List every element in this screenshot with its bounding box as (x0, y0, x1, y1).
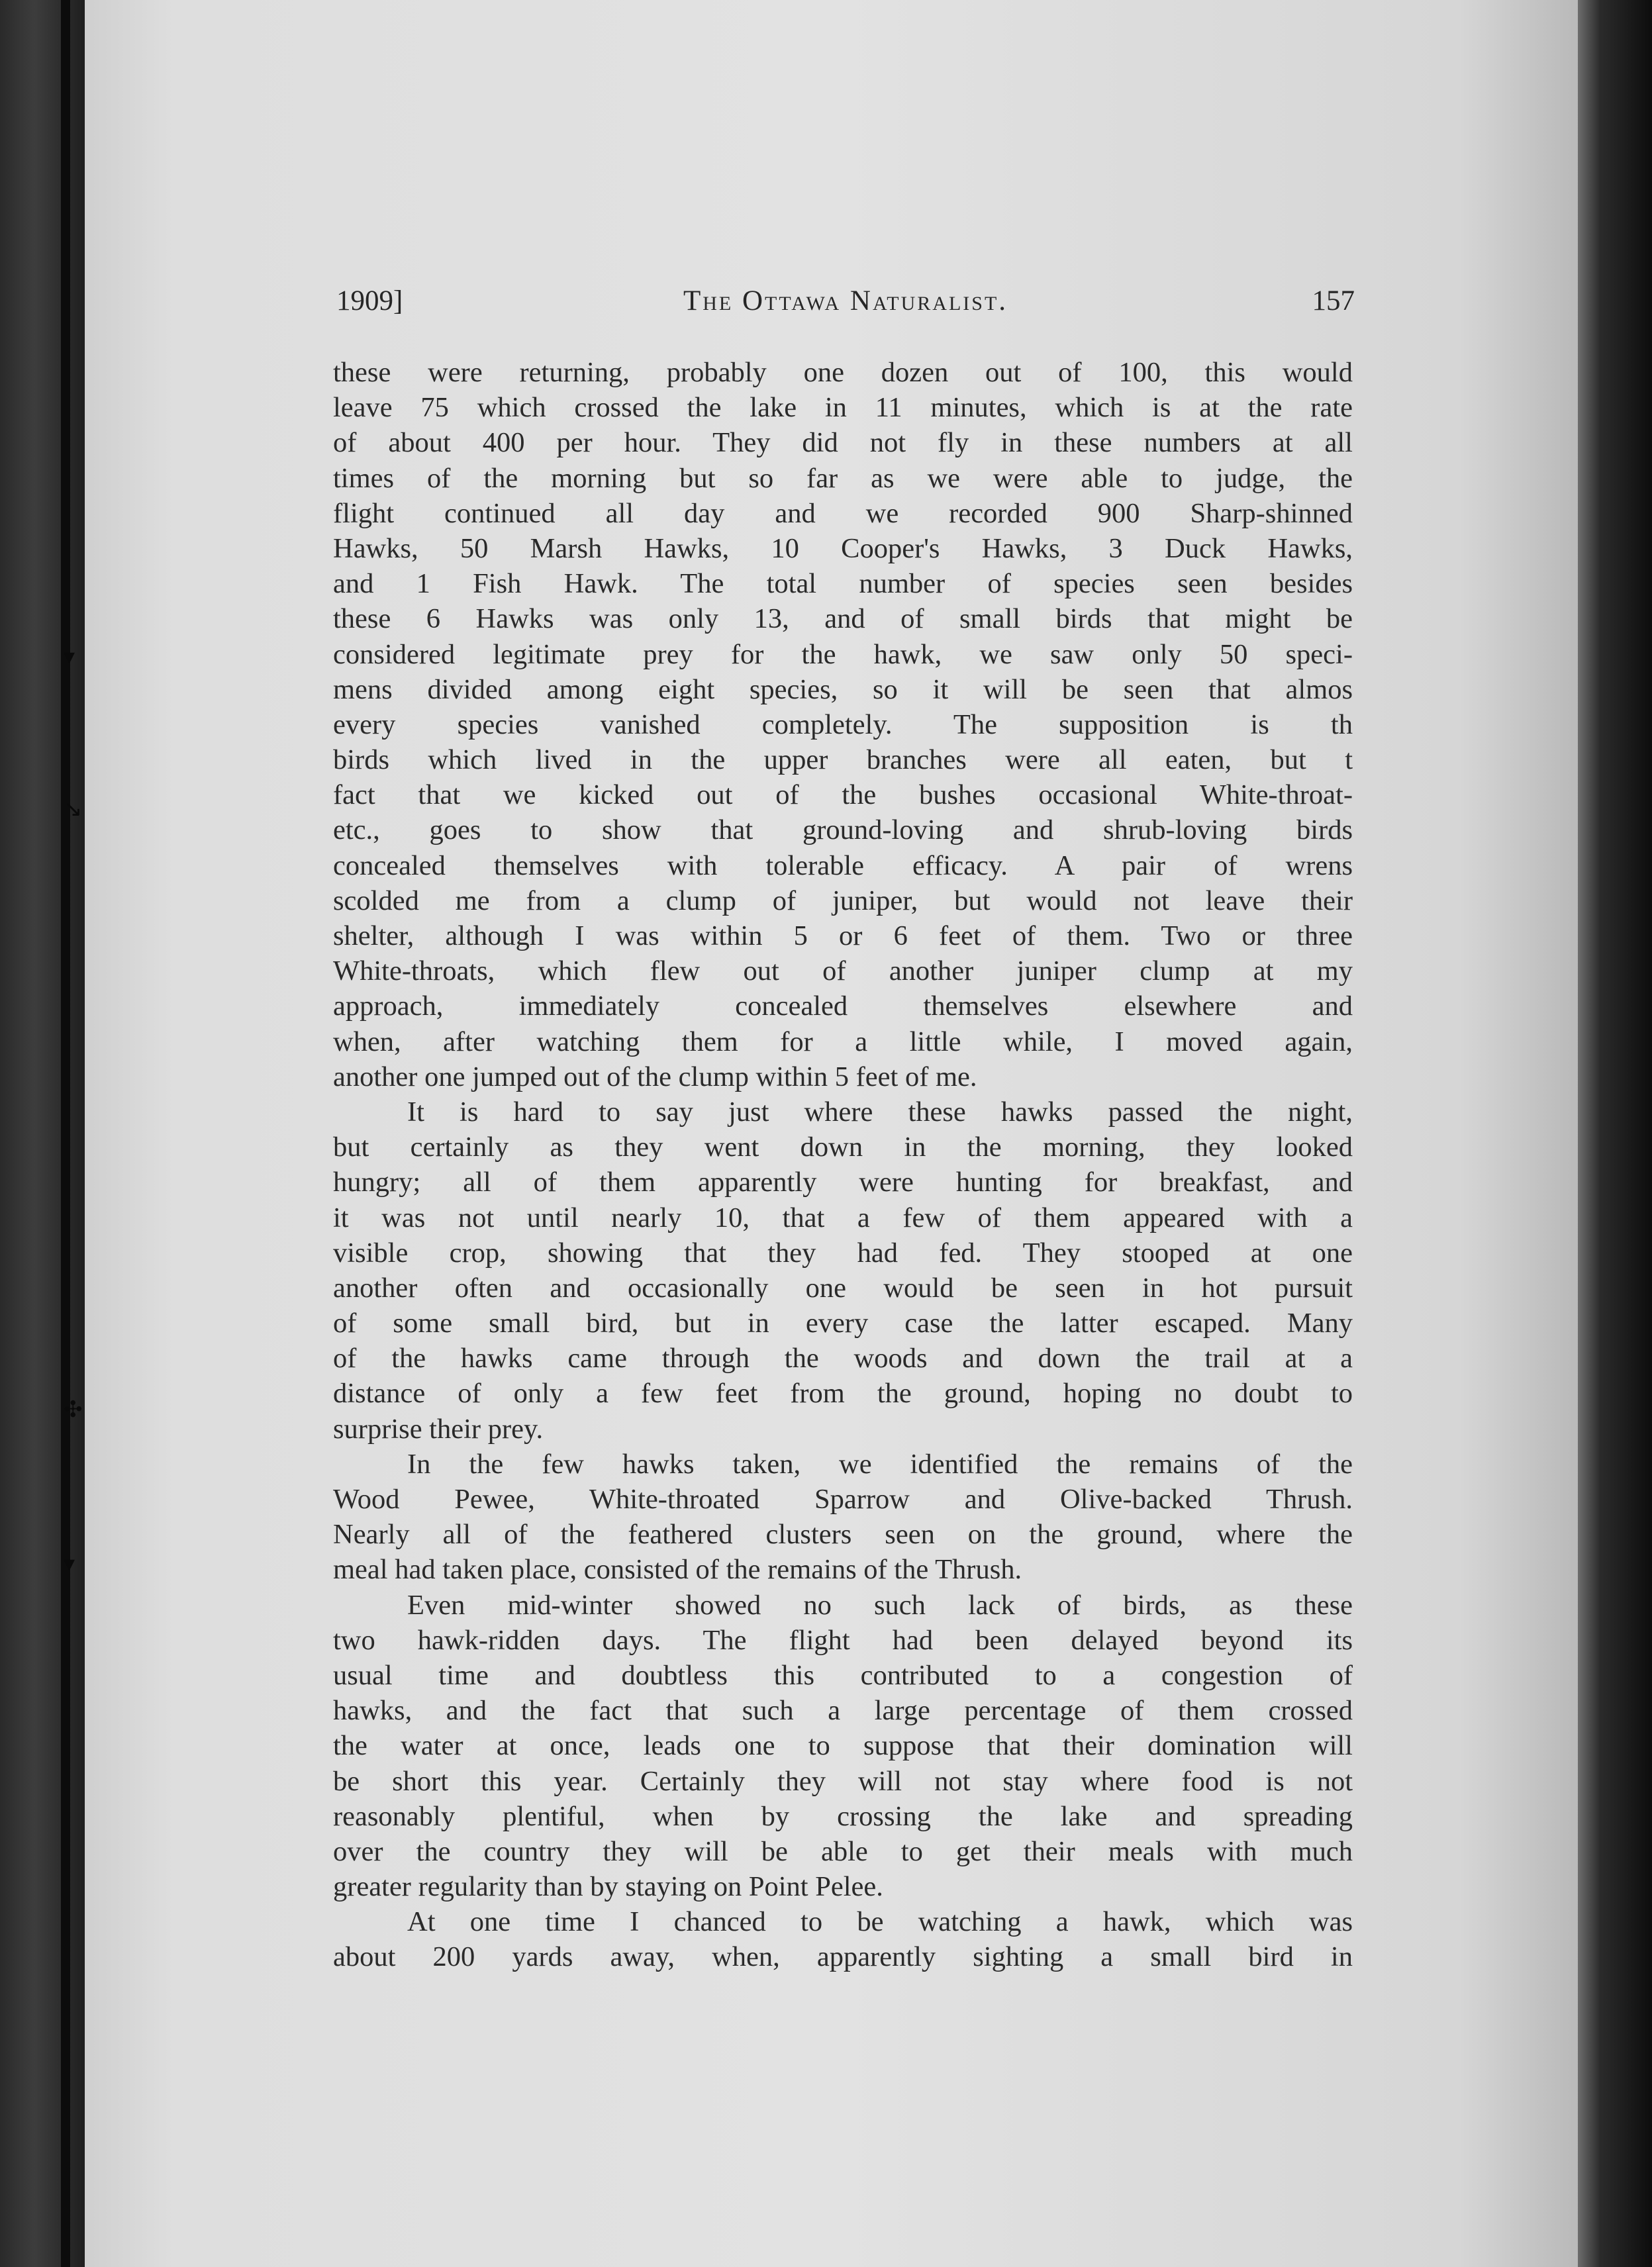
text-line: of about 400 per hour. They did not fly in these numbers at all (333, 427, 1353, 459)
text-line: mens divided among eight species, so it will be seen that almos (333, 673, 1353, 705)
text-line: over the country they will be able to get their meals with much (333, 1835, 1353, 1867)
text-line: these 6 Hawks was only 13, and of small birds that might be (333, 603, 1353, 635)
text-line: leave 75 which crossed the lake in 11 minutes, which is at the rate (333, 392, 1353, 424)
text-line: At one time I chanced to be watching a hawk, which was (407, 1906, 1353, 1938)
text-line: concealed themselves with tolerable efficacy. A pair of wrens (333, 849, 1353, 881)
text-line: be short this year. Certainly they will not stay where food is not (333, 1765, 1353, 1797)
text-line: distance of only a few feet from the ground, hoping no doubt to (333, 1378, 1353, 1410)
text-line: but certainly as they went down in the morning, they looked (333, 1132, 1353, 1163)
margin-tick-mark: ✣ (64, 1396, 83, 1423)
text-line: In the few hawks taken, we identified the remains of the (407, 1448, 1353, 1480)
text-line: reasonably plentiful, when by crossing the lake and spreading (333, 1800, 1353, 1832)
margin-tick-mark: ▾ (64, 644, 75, 670)
paragraph (333, 1094, 1353, 1447)
text-line: it was not until nearly 10, that a few of them appeared with a (333, 1202, 1353, 1233)
text-line: hawks, and the fact that such a large percentage of them crossed (333, 1695, 1353, 1727)
journal-title: The Ottawa Naturalist. (683, 285, 1008, 316)
text-line: fact that we kicked out of the bushes occasional White-throat- (333, 779, 1353, 811)
paragraph (333, 1447, 1353, 1588)
text-line: greater regularity than by staying on Point Pelee. (333, 1871, 883, 1903)
text-line: It is hard to say just where these hawks passed the night, (407, 1096, 1353, 1128)
text-line: birds which lived in the upper branches were all eaten, but t (333, 744, 1353, 776)
text-line: approach, immediately concealed themselves elsewhere and (333, 990, 1353, 1022)
text-line: considered legitimate prey for the hawk, we saw only 50 speci- (333, 638, 1353, 670)
text-line: flight continued all day and we recorded 900 Sharp-shinned (333, 497, 1353, 529)
text-line: etc., goes to show that ground-loving and shrub-loving birds (333, 814, 1353, 846)
text-line: hungry; all of them apparently were hunting for breakfast, and (333, 1167, 1353, 1198)
text-line: of some small bird, but in every case the latter escaped. Many (333, 1308, 1353, 1339)
text-line: shelter, although I was within 5 or 6 feet of them. Two or three (333, 920, 1353, 951)
text-line: another often and occasionally one would be seen in hot pursuit (333, 1272, 1353, 1304)
text-line: about 200 yards away, when, apparently sighting a small bird in (333, 1941, 1353, 1973)
binding-edge (0, 0, 86, 2267)
text-line: two hawk-ridden days. The flight had been delayed beyond its (333, 1624, 1353, 1656)
text-line: the water at once, leads one to suppose that their domination will (333, 1730, 1353, 1762)
text-line: Nearly all of the feathered clusters seen on the ground, where the (333, 1519, 1353, 1551)
margin-tick-mark: ▾ (64, 1551, 75, 1577)
article-body (333, 355, 1353, 1975)
text-line: Hawks, 50 Marsh Hawks, 10 Cooper's Hawks, 3 Duck Hawks, (333, 532, 1353, 564)
page-number: 157 (1312, 285, 1355, 316)
paragraph (333, 1904, 1353, 1974)
text-line: every species vanished completely. The supposition is th (333, 708, 1353, 740)
margin-tick-mark: ↘ (64, 796, 83, 822)
text-line: scolded me from a clump of juniper, but would not leave their (333, 885, 1353, 916)
text-line: surprise their prey. (333, 1413, 544, 1445)
text-line: these were returning, probably one dozen out of 100, this would (333, 357, 1353, 388)
text-line: visible crop, showing that they had fed. They stooped at one (333, 1237, 1353, 1269)
text-line: Wood Pewee, White-throated Sparrow and Olive-backed Thrush. (333, 1484, 1353, 1515)
text-line: and 1 Fish Hawk. The total number of species seen besides (333, 568, 1353, 600)
text-line: meal had taken place, consisted of the remains of the Thrush. (333, 1554, 1022, 1586)
scan-border-right (1578, 0, 1652, 2267)
text-line: White-throats, which flew out of another juniper clump at my (333, 955, 1353, 987)
text-line: Even mid-winter showed no such lack of birds, as these (407, 1589, 1353, 1621)
margin-rule-line (61, 0, 70, 2267)
text-line: of the hawks came through the woods and down the trail at a (333, 1343, 1353, 1375)
text-line: when, after watching them for a little while, I moved again, (333, 1026, 1353, 1057)
text-line: usual time and doubtless this contributed to a congestion of (333, 1659, 1353, 1691)
running-header (336, 285, 1355, 324)
text-line: another one jumped out of the clump within 5 feet of me. (333, 1061, 977, 1092)
header-year: 1909] (336, 285, 403, 316)
paragraph (333, 1588, 1353, 1905)
text-line: times of the morning but so far as we were able to judge, the (333, 462, 1353, 494)
paragraph (333, 355, 1353, 1094)
